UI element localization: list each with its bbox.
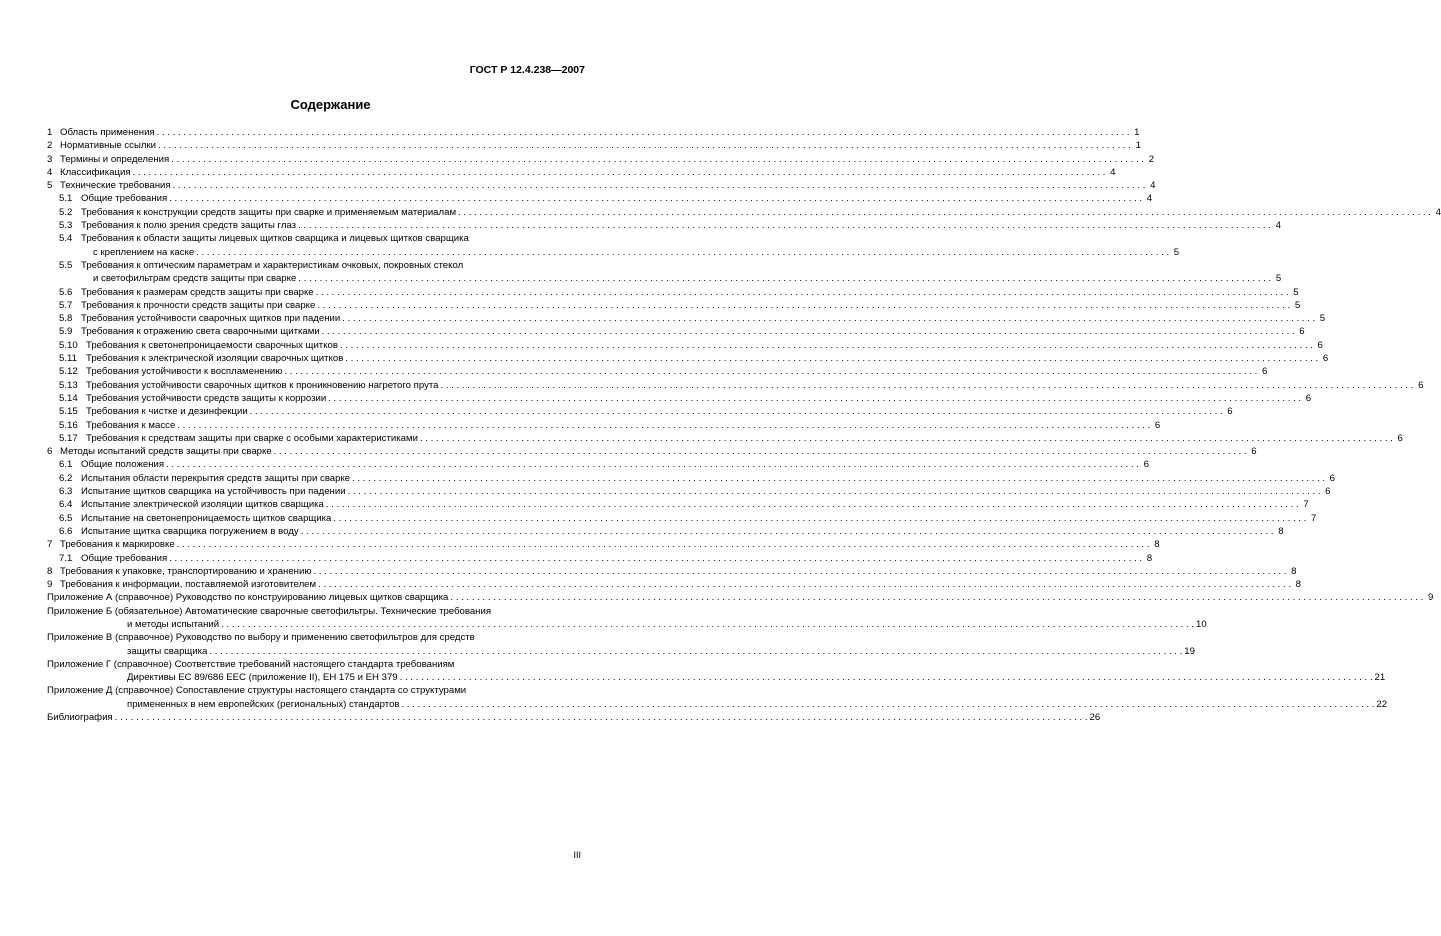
toc-title: Требования устойчивости к воспламенению xyxy=(86,366,283,378)
toc-number: 8 xyxy=(47,565,53,577)
toc-number: 7.1 xyxy=(59,552,73,564)
toc-leader xyxy=(155,126,1132,139)
toc-title: Испытания области перекрытия средств защиты при сварке xyxy=(81,472,351,484)
toc-leader xyxy=(350,472,1327,485)
toc-leader xyxy=(169,153,1146,166)
toc-number: 5.4 xyxy=(59,233,73,245)
toc-title: Требования к размерам средств защиты при сварке xyxy=(81,286,314,298)
toc-number: 5.8 xyxy=(59,313,73,325)
toc-leader xyxy=(296,219,1273,232)
toc-page: 1 xyxy=(1135,140,1141,152)
toc-entry[interactable] xyxy=(47,352,1329,365)
toc-title: Библиография xyxy=(47,712,113,724)
toc-entry[interactable] xyxy=(47,339,1323,352)
toc-number: 7 xyxy=(47,539,53,551)
toc-leader xyxy=(167,192,1144,205)
toc-entry[interactable] xyxy=(47,578,1301,591)
toc-page: 6 xyxy=(1317,339,1323,351)
toc-page: 22 xyxy=(1376,698,1388,710)
toc-leader xyxy=(219,618,1196,631)
toc-entry[interactable] xyxy=(47,153,1155,166)
toc-page: 6 xyxy=(1143,459,1149,471)
toc-page: 7 xyxy=(1303,499,1309,511)
toc-leader xyxy=(299,525,1276,538)
toc-number: 5.2 xyxy=(59,206,73,218)
toc-entry[interactable] xyxy=(47,538,1160,551)
toc-page: 8 xyxy=(1295,579,1301,591)
toc-page: 4 xyxy=(1110,166,1116,178)
toc-entry[interactable] xyxy=(47,379,1424,392)
toc-appendix-g[interactable] xyxy=(47,658,583,671)
toc-page: 6 xyxy=(1299,326,1305,338)
toc-leader xyxy=(314,286,1291,299)
toc-leader xyxy=(164,458,1141,471)
toc-page: 5 xyxy=(1275,273,1282,285)
toc-title: Требования к полю зрения средств защиты глаз xyxy=(81,220,297,232)
toc-page: 7 xyxy=(1310,512,1317,524)
toc-page: 6 xyxy=(1154,419,1161,431)
toc-entry[interactable] xyxy=(47,512,1317,525)
toc-title: Испытание на светонепроницаемость щитков сварщика xyxy=(81,512,332,524)
toc-entry[interactable] xyxy=(47,458,1149,471)
toc-entry-continuation[interactable] xyxy=(47,698,1388,711)
toc-entry[interactable] xyxy=(47,166,1116,179)
toc-entry-continuation[interactable] xyxy=(47,272,1282,285)
toc-page: 5 xyxy=(1294,299,1301,311)
toc-title: Приложение Д (справочное) Сопоставление структуры настоящего стандарта со структурами xyxy=(47,685,467,697)
toc-leader xyxy=(400,698,1377,711)
toc-leader xyxy=(316,578,1293,591)
toc-page: 6 xyxy=(1305,392,1312,404)
toc-title: Термины и определения xyxy=(60,153,170,165)
toc-entry[interactable] xyxy=(47,192,1153,205)
toc-number: 6.1 xyxy=(59,459,73,471)
toc-number: 5.6 xyxy=(59,286,73,298)
toc-appendix-d[interactable] xyxy=(47,684,583,697)
toc-entry[interactable] xyxy=(47,325,1305,338)
toc-leader xyxy=(296,272,1273,285)
toc-appendix-a[interactable] xyxy=(47,591,1434,604)
toc-number: 5.13 xyxy=(59,379,78,391)
toc-bibliography[interactable] xyxy=(47,711,1101,724)
toc-title: примененных в нем европейских (региональных) стандартов xyxy=(127,698,400,710)
toc-page: 6 xyxy=(1262,366,1268,378)
toc-entry[interactable] xyxy=(47,552,1153,565)
toc-page: 26 xyxy=(1089,712,1101,724)
toc-title: Требования к маркировке xyxy=(60,539,175,551)
toc-entry[interactable] xyxy=(47,392,1312,405)
toc-title: Требования к отражению света сварочными щитками xyxy=(81,326,320,338)
toc-leader xyxy=(131,166,1108,179)
toc-leader xyxy=(315,299,1292,312)
toc-leader xyxy=(343,352,1320,365)
toc-leader xyxy=(175,538,1152,551)
toc-title: и методы испытаний xyxy=(127,618,220,630)
toc-title: с креплением на каске xyxy=(93,246,195,258)
toc-title: Область применения xyxy=(60,127,155,138)
toc-title: Требования к массе xyxy=(86,419,176,431)
toc-number: 5.16 xyxy=(59,419,78,431)
toc-title: Общие положения xyxy=(81,459,165,471)
toc-entry[interactable] xyxy=(47,286,1299,299)
toc-number: 6.3 xyxy=(59,486,73,498)
toc-leader xyxy=(175,419,1152,432)
toc-entry[interactable] xyxy=(47,219,1281,232)
toc-title: защиты сварщика xyxy=(127,645,208,657)
toc-title: Требования к средствам защиты при сварке с особыми характеристиками xyxy=(86,432,418,444)
toc-entry[interactable] xyxy=(47,206,1441,219)
toc-title: Приложение В (справочное) Руководство по выбору и применению светофильтров для средств xyxy=(47,632,475,644)
toc-page: 8 xyxy=(1154,539,1160,551)
toc-leader xyxy=(167,552,1144,565)
toc-leader xyxy=(171,179,1148,192)
toc-page: 6 xyxy=(1251,446,1257,458)
toc-title: Требования к упаковке, транспортированию и хранению xyxy=(60,565,312,577)
toc-title: Приложение А (справочное) Руководство по конструированию лицевых щитков сварщика xyxy=(47,592,449,604)
toc-leader xyxy=(338,339,1315,352)
toc-title: Приложение Б (обязательное) Автоматические сварочные светофильтры. Технические требования xyxy=(47,605,492,617)
toc-number: 6.5 xyxy=(59,512,73,524)
toc-title: Технические требования xyxy=(60,180,171,192)
toc-title: Методы испытаний средств защиты при сварке xyxy=(60,446,272,458)
toc-title: Общие требования xyxy=(81,193,168,205)
toc-number: 3 xyxy=(47,153,53,165)
toc-number: 6.4 xyxy=(59,499,73,511)
toc-title: Испытание щитка сварщика погружением в воду xyxy=(81,525,299,537)
toc-entry[interactable] xyxy=(47,472,1336,485)
toc-page: 19 xyxy=(1184,645,1195,657)
toc-title: и светофильтрам средств защиты при сварке xyxy=(93,273,297,285)
toc-leader xyxy=(326,392,1303,405)
toc-leader xyxy=(320,325,1297,338)
toc-leader xyxy=(194,246,1171,259)
toc-entry-continuation[interactable] xyxy=(47,645,1195,658)
toc-page: 8 xyxy=(1291,565,1297,577)
toc-entry[interactable] xyxy=(47,419,1161,432)
toc-title: Испытание щитков сварщика на устойчивость при падении xyxy=(81,486,346,498)
toc-number: 6.2 xyxy=(59,472,73,484)
toc-page: 10 xyxy=(1195,618,1207,630)
toc-entry[interactable] xyxy=(47,565,1297,578)
page-number: III xyxy=(573,850,581,860)
toc-entry[interactable] xyxy=(47,445,1257,458)
toc-number: 5.14 xyxy=(59,392,78,404)
toc-number: 5.12 xyxy=(59,366,78,378)
page-title: Содержание xyxy=(290,97,371,112)
toc-leader xyxy=(248,405,1225,418)
toc-entry[interactable] xyxy=(47,179,1156,192)
toc-page: 6 xyxy=(1418,379,1424,391)
toc-number: 5.9 xyxy=(59,326,73,338)
toc-number: 4 xyxy=(47,166,53,178)
toc-leader xyxy=(398,671,1375,684)
toc-page: 6 xyxy=(1397,432,1403,444)
toc-page: 8 xyxy=(1278,525,1284,537)
standard-code: ГОСТ Р 12.4.238—2007 xyxy=(469,64,585,76)
toc-title: Требования к прочности средств защиты при сварке xyxy=(81,299,316,311)
toc-title: Требования к электрической изоляции сварочных щитков xyxy=(86,353,344,365)
toc-entry[interactable] xyxy=(47,232,583,245)
toc-title: Требования к области защиты лицевых щитков сварщика и лицевых щитков сварщика xyxy=(81,233,469,245)
toc-leader xyxy=(331,512,1308,525)
toc-page: 4 xyxy=(1150,180,1156,192)
toc-title: Требования устойчивости сварочных щитков к проникновению нагретого прута xyxy=(86,379,439,391)
toc-page: 5 xyxy=(1293,286,1299,298)
toc-leader xyxy=(340,312,1317,325)
toc-entry[interactable] xyxy=(47,498,1309,511)
toc-title: Общие требования xyxy=(81,552,168,564)
toc-title: Классификация xyxy=(60,166,131,178)
toc-number: 5.5 xyxy=(59,259,73,271)
toc-page: 6 xyxy=(1227,406,1233,418)
toc-number: 5.1 xyxy=(59,193,73,205)
toc-leader xyxy=(207,645,1184,658)
toc-entry[interactable] xyxy=(47,432,1403,445)
toc-entry[interactable] xyxy=(47,485,1331,498)
toc-entry[interactable] xyxy=(47,299,1301,312)
toc-page: 4 xyxy=(1435,206,1441,218)
toc-leader xyxy=(272,445,1249,458)
toc-leader xyxy=(113,711,1090,724)
toc-appendix-b[interactable] xyxy=(47,605,583,618)
toc-entry[interactable] xyxy=(47,139,1141,152)
toc-leader xyxy=(418,432,1395,445)
toc-page: 4 xyxy=(1275,220,1281,232)
toc-entry[interactable] xyxy=(47,126,1140,139)
toc-page: 6 xyxy=(1322,353,1329,365)
toc-page: 6 xyxy=(1325,486,1331,498)
toc-title: Приложение Г (справочное) Соответствие требований настоящего стандарта требованиям xyxy=(47,658,455,670)
toc-page: 5 xyxy=(1173,246,1180,258)
table-of-contents xyxy=(47,126,1441,724)
toc-appendix-v[interactable] xyxy=(47,631,583,644)
toc-entry[interactable] xyxy=(47,405,1233,418)
toc-number: 5.15 xyxy=(59,406,78,418)
toc-number: 5.11 xyxy=(59,353,77,365)
toc-title: Требования устойчивости сварочных щитков при падении xyxy=(81,313,341,325)
toc-title: Директивы ЕС 89/686 ЕЕС (приложение II), ЕН 175 и ЕН 379 xyxy=(127,672,398,684)
toc-number: 6.6 xyxy=(59,525,73,537)
toc-title: Требования к светонепроницаемости сварочных щитков xyxy=(86,339,338,351)
toc-page: 5 xyxy=(1319,313,1326,325)
toc-leader xyxy=(439,379,1416,392)
toc-title: Требования к конструкции средств защиты при сварке и применяемым материалам xyxy=(81,206,457,218)
toc-title: Требования к информации, поставляемой изготовителем xyxy=(60,579,317,591)
toc-number: 5.3 xyxy=(59,220,73,232)
toc-number: 5.7 xyxy=(59,299,73,311)
toc-leader xyxy=(346,485,1323,498)
toc-entry-continuation[interactable] xyxy=(47,618,1207,631)
toc-number: 6 xyxy=(47,446,53,458)
toc-page: 2 xyxy=(1148,153,1155,165)
toc-title: Требования к чистке и дезинфекции xyxy=(86,406,248,418)
toc-leader xyxy=(448,591,1425,604)
toc-title: Требования устойчивости средств защиты к коррозии xyxy=(86,392,327,404)
toc-number: 5.17 xyxy=(59,432,78,444)
toc-number: 5.10 xyxy=(59,339,78,351)
toc-entry[interactable] xyxy=(47,312,1326,325)
toc-title: Нормативные ссылки xyxy=(60,140,157,152)
toc-number: 1 xyxy=(47,127,53,138)
toc-entry[interactable] xyxy=(47,525,1284,538)
toc-page: 8 xyxy=(1146,552,1153,564)
toc-entry-continuation[interactable] xyxy=(47,246,1180,259)
toc-number: 9 xyxy=(47,579,53,591)
toc-page: 1 xyxy=(1134,127,1140,138)
toc-title: Требования к оптическим параметрам и характеристикам очковых, покровных стекол xyxy=(81,259,464,271)
toc-leader xyxy=(282,365,1259,378)
toc-leader xyxy=(456,206,1433,219)
toc-leader xyxy=(156,139,1133,152)
toc-number: 2 xyxy=(47,140,53,152)
toc-page: 9 xyxy=(1427,592,1434,604)
toc-title: Испытание электрической изоляции щитков сварщика xyxy=(81,499,324,511)
toc-number: 5 xyxy=(47,180,53,192)
toc-page: 4 xyxy=(1146,193,1153,205)
toc-entry-continuation[interactable] xyxy=(47,671,1386,684)
toc-page: 21 xyxy=(1374,672,1386,684)
toc-page: 6 xyxy=(1329,472,1336,484)
toc-entry[interactable] xyxy=(47,365,1268,378)
toc-leader xyxy=(312,565,1289,578)
toc-leader xyxy=(324,498,1301,511)
toc-entry[interactable] xyxy=(47,259,583,272)
